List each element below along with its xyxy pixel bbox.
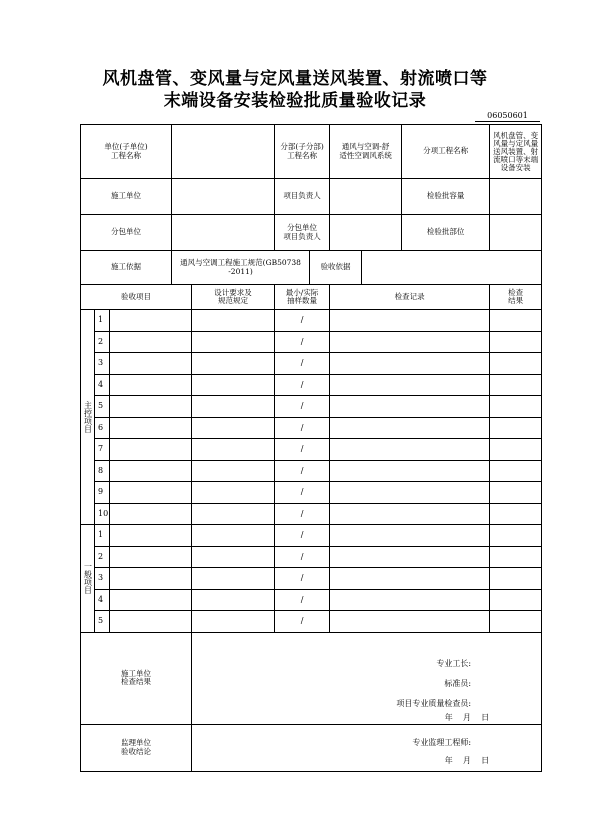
unit-project-name-label: 单位(子单位) 工程名称 bbox=[81, 125, 172, 179]
general-sample-cell[interactable]: / bbox=[275, 589, 330, 611]
main-control-design-cell[interactable] bbox=[192, 353, 275, 375]
main-control-row-number: 10 bbox=[95, 503, 110, 525]
general-record-cell[interactable] bbox=[330, 611, 490, 633]
supervisor-conclusion-area[interactable] bbox=[192, 724, 542, 771]
main-control-item-cell[interactable] bbox=[110, 353, 192, 375]
main-control-result-cell[interactable] bbox=[490, 374, 542, 396]
main-control-result-cell[interactable] bbox=[490, 460, 542, 482]
general-design-cell[interactable] bbox=[192, 546, 275, 568]
main-control-row-number: 3 bbox=[95, 353, 110, 375]
subcontractor-value[interactable] bbox=[172, 215, 275, 251]
standard-officer-label: 标准员: bbox=[444, 678, 472, 688]
main-control-item-cell[interactable] bbox=[110, 417, 192, 439]
general-sample-cell[interactable]: / bbox=[275, 525, 330, 547]
contractor-result-label: 施工单位 检查结果 bbox=[81, 632, 192, 724]
general-design-cell[interactable] bbox=[192, 589, 275, 611]
acceptance-basis-value[interactable] bbox=[362, 251, 542, 285]
main-control-design-cell[interactable] bbox=[192, 482, 275, 504]
subunit-project-name-value: 通风与空调-舒 适性空调风系统 bbox=[330, 125, 402, 179]
main-control-row-number: 8 bbox=[95, 460, 110, 482]
main-control-row bbox=[81, 439, 542, 461]
main-control-sample-cell[interactable]: / bbox=[275, 460, 330, 482]
supervisor-engineer-label: 专业监理工程师: bbox=[412, 737, 472, 747]
general-row-number: 3 bbox=[95, 568, 110, 590]
main-control-record-cell[interactable] bbox=[330, 503, 490, 525]
main-control-item-cell[interactable] bbox=[110, 331, 192, 353]
general-row-number: 5 bbox=[95, 611, 110, 633]
main-control-row-number: 6 bbox=[95, 417, 110, 439]
main-control-result-cell[interactable] bbox=[490, 482, 542, 504]
foreman-label: 专业工长: bbox=[436, 658, 472, 668]
general-item-cell[interactable] bbox=[110, 546, 192, 568]
general-item-cell[interactable] bbox=[110, 589, 192, 611]
main-control-design-cell[interactable] bbox=[192, 396, 275, 418]
main-control-record-cell[interactable] bbox=[330, 417, 490, 439]
lot-location-value[interactable] bbox=[490, 215, 542, 251]
main-control-row bbox=[81, 417, 542, 439]
main-control-result-cell[interactable] bbox=[490, 439, 542, 461]
general-result-cell[interactable] bbox=[490, 611, 542, 633]
general-group-label: 一般项目 bbox=[81, 525, 95, 633]
main-control-row bbox=[81, 396, 542, 418]
general-items bbox=[81, 525, 542, 633]
subcontractor-label: 分包单位 bbox=[81, 215, 172, 251]
project-manager-value[interactable] bbox=[330, 179, 402, 215]
main-control-record-cell[interactable] bbox=[330, 460, 490, 482]
main-control-item-cell[interactable] bbox=[110, 503, 192, 525]
col-header-result: 检查 结果 bbox=[490, 285, 542, 310]
contractor-label: 施工单位 bbox=[81, 179, 172, 215]
general-result-cell[interactable] bbox=[490, 589, 542, 611]
main-control-row-number: 4 bbox=[95, 374, 110, 396]
sub-item-name-label: 分项工程名称 bbox=[402, 125, 490, 179]
col-header-record: 检查记录 bbox=[330, 285, 490, 310]
main-control-record-cell[interactable] bbox=[330, 374, 490, 396]
main-control-row-number: 1 bbox=[95, 310, 110, 332]
main-control-item-cell[interactable] bbox=[110, 482, 192, 504]
main-control-row bbox=[81, 374, 542, 396]
contractor-result-area[interactable] bbox=[192, 632, 542, 724]
main-control-record-cell[interactable] bbox=[330, 310, 490, 332]
lot-capacity-label: 检验批容量 bbox=[402, 179, 490, 215]
main-control-row bbox=[81, 331, 542, 353]
main-control-result-cell[interactable] bbox=[490, 310, 542, 332]
main-control-result-cell[interactable] bbox=[490, 353, 542, 375]
main-control-item-cell[interactable] bbox=[110, 396, 192, 418]
inspection-record-table bbox=[80, 124, 542, 772]
supervisor-conclusion-label: 监理单位 验收结论 bbox=[81, 724, 192, 771]
general-record-cell[interactable] bbox=[330, 546, 490, 568]
construction-basis-label: 施工依据 bbox=[81, 251, 172, 285]
lot-capacity-value[interactable] bbox=[490, 179, 542, 215]
main-control-design-cell[interactable] bbox=[192, 331, 275, 353]
contractor-date: 年 月 日 bbox=[444, 712, 490, 722]
general-sample-cell[interactable]: / bbox=[275, 611, 330, 633]
main-control-sample-cell[interactable]: / bbox=[275, 331, 330, 353]
sub-item-name-value: 风机盘管、变 风量与定风量 送风装置、射 流喷口等末端 设备安装 bbox=[490, 125, 542, 179]
col-header-item: 验收项目 bbox=[81, 285, 192, 310]
main-control-record-cell[interactable] bbox=[330, 353, 490, 375]
general-sample-cell[interactable]: / bbox=[275, 568, 330, 590]
col-header-design: 设计要求及 规范规定 bbox=[192, 285, 275, 310]
general-row bbox=[81, 546, 542, 568]
general-row-number: 1 bbox=[95, 525, 110, 547]
lot-location-label: 检验批部位 bbox=[402, 215, 490, 251]
general-row bbox=[81, 525, 542, 547]
main-control-design-cell[interactable] bbox=[192, 310, 275, 332]
main-control-sample-cell[interactable]: / bbox=[275, 417, 330, 439]
main-control-item-cell[interactable] bbox=[110, 310, 192, 332]
sub-project-manager-label: 分包单位 项目负责人 bbox=[275, 215, 330, 251]
main-control-row bbox=[81, 310, 542, 332]
supervisor-date: 年 月 日 bbox=[444, 755, 490, 765]
col-header-sample: 最小/实际 抽样数量 bbox=[275, 285, 330, 310]
main-control-row-number: 7 bbox=[95, 439, 110, 461]
general-sample-cell[interactable]: / bbox=[275, 546, 330, 568]
main-control-row-number: 9 bbox=[95, 482, 110, 504]
general-row-number: 2 bbox=[95, 546, 110, 568]
unit-project-name-value[interactable] bbox=[172, 125, 275, 179]
main-control-row bbox=[81, 353, 542, 375]
project-manager-label: 项目负责人 bbox=[275, 179, 330, 215]
main-control-sample-cell[interactable]: / bbox=[275, 310, 330, 332]
general-record-cell[interactable] bbox=[330, 525, 490, 547]
main-control-row bbox=[81, 482, 542, 504]
main-control-item-cell[interactable] bbox=[110, 374, 192, 396]
general-record-cell[interactable] bbox=[330, 568, 490, 590]
acceptance-basis-label: 验收依据 bbox=[310, 251, 362, 285]
main-control-row bbox=[81, 460, 542, 482]
main-control-row bbox=[81, 503, 542, 525]
main-control-record-cell[interactable] bbox=[330, 396, 490, 418]
main-control-item-cell[interactable] bbox=[110, 460, 192, 482]
main-control-items bbox=[81, 310, 542, 525]
general-result-cell[interactable] bbox=[490, 568, 542, 590]
main-control-sample-cell[interactable]: / bbox=[275, 503, 330, 525]
subunit-project-name-label: 分部(子分部) 工程名称 bbox=[275, 125, 330, 179]
main-control-sample-cell[interactable]: / bbox=[275, 396, 330, 418]
general-item-cell[interactable] bbox=[110, 568, 192, 590]
main-control-design-cell[interactable] bbox=[192, 417, 275, 439]
main-control-result-cell[interactable] bbox=[490, 503, 542, 525]
construction-basis-value: 通风与空调工程施工规范(GB50738 -2011) bbox=[172, 251, 310, 285]
main-control-result-cell[interactable] bbox=[490, 417, 542, 439]
main-control-group-label: 主控项目 bbox=[81, 310, 95, 525]
general-item-cell[interactable] bbox=[110, 525, 192, 547]
general-record-cell[interactable] bbox=[330, 589, 490, 611]
sub-project-manager-value[interactable] bbox=[330, 215, 402, 251]
main-control-design-cell[interactable] bbox=[192, 503, 275, 525]
main-control-result-cell[interactable] bbox=[490, 396, 542, 418]
general-design-cell[interactable] bbox=[192, 568, 275, 590]
quality-inspector-label: 项目专业质量检查员: bbox=[396, 698, 472, 708]
main-control-design-cell[interactable] bbox=[192, 439, 275, 461]
contractor-value[interactable] bbox=[172, 179, 275, 215]
general-item-cell[interactable] bbox=[110, 611, 192, 633]
main-control-record-cell[interactable] bbox=[330, 482, 490, 504]
main-control-sample-cell[interactable]: / bbox=[275, 374, 330, 396]
general-design-cell[interactable] bbox=[192, 611, 275, 633]
page-title-line1: 风机盘管、变风量与定风量送风装置、射流喷口等 bbox=[102, 69, 488, 89]
main-control-design-cell[interactable] bbox=[192, 460, 275, 482]
main-control-sample-cell[interactable]: / bbox=[275, 439, 330, 461]
document-number: 06050601 bbox=[475, 110, 540, 122]
main-control-record-cell[interactable] bbox=[330, 439, 490, 461]
general-row bbox=[81, 589, 542, 611]
main-control-sample-cell[interactable]: / bbox=[275, 353, 330, 375]
general-design-cell[interactable] bbox=[192, 525, 275, 547]
general-result-cell[interactable] bbox=[490, 546, 542, 568]
main-control-item-cell[interactable] bbox=[110, 439, 192, 461]
general-row bbox=[81, 611, 542, 633]
main-control-design-cell[interactable] bbox=[192, 374, 275, 396]
main-control-record-cell[interactable] bbox=[330, 331, 490, 353]
general-result-cell[interactable] bbox=[490, 525, 542, 547]
general-row-number: 4 bbox=[95, 589, 110, 611]
page-title-line2: 末端设备安装检验批质量验收记录 bbox=[163, 91, 427, 111]
main-control-sample-cell[interactable]: / bbox=[275, 482, 330, 504]
main-control-result-cell[interactable] bbox=[490, 331, 542, 353]
main-control-row-number: 2 bbox=[95, 331, 110, 353]
general-row bbox=[81, 568, 542, 590]
main-control-row-number: 5 bbox=[95, 396, 110, 418]
